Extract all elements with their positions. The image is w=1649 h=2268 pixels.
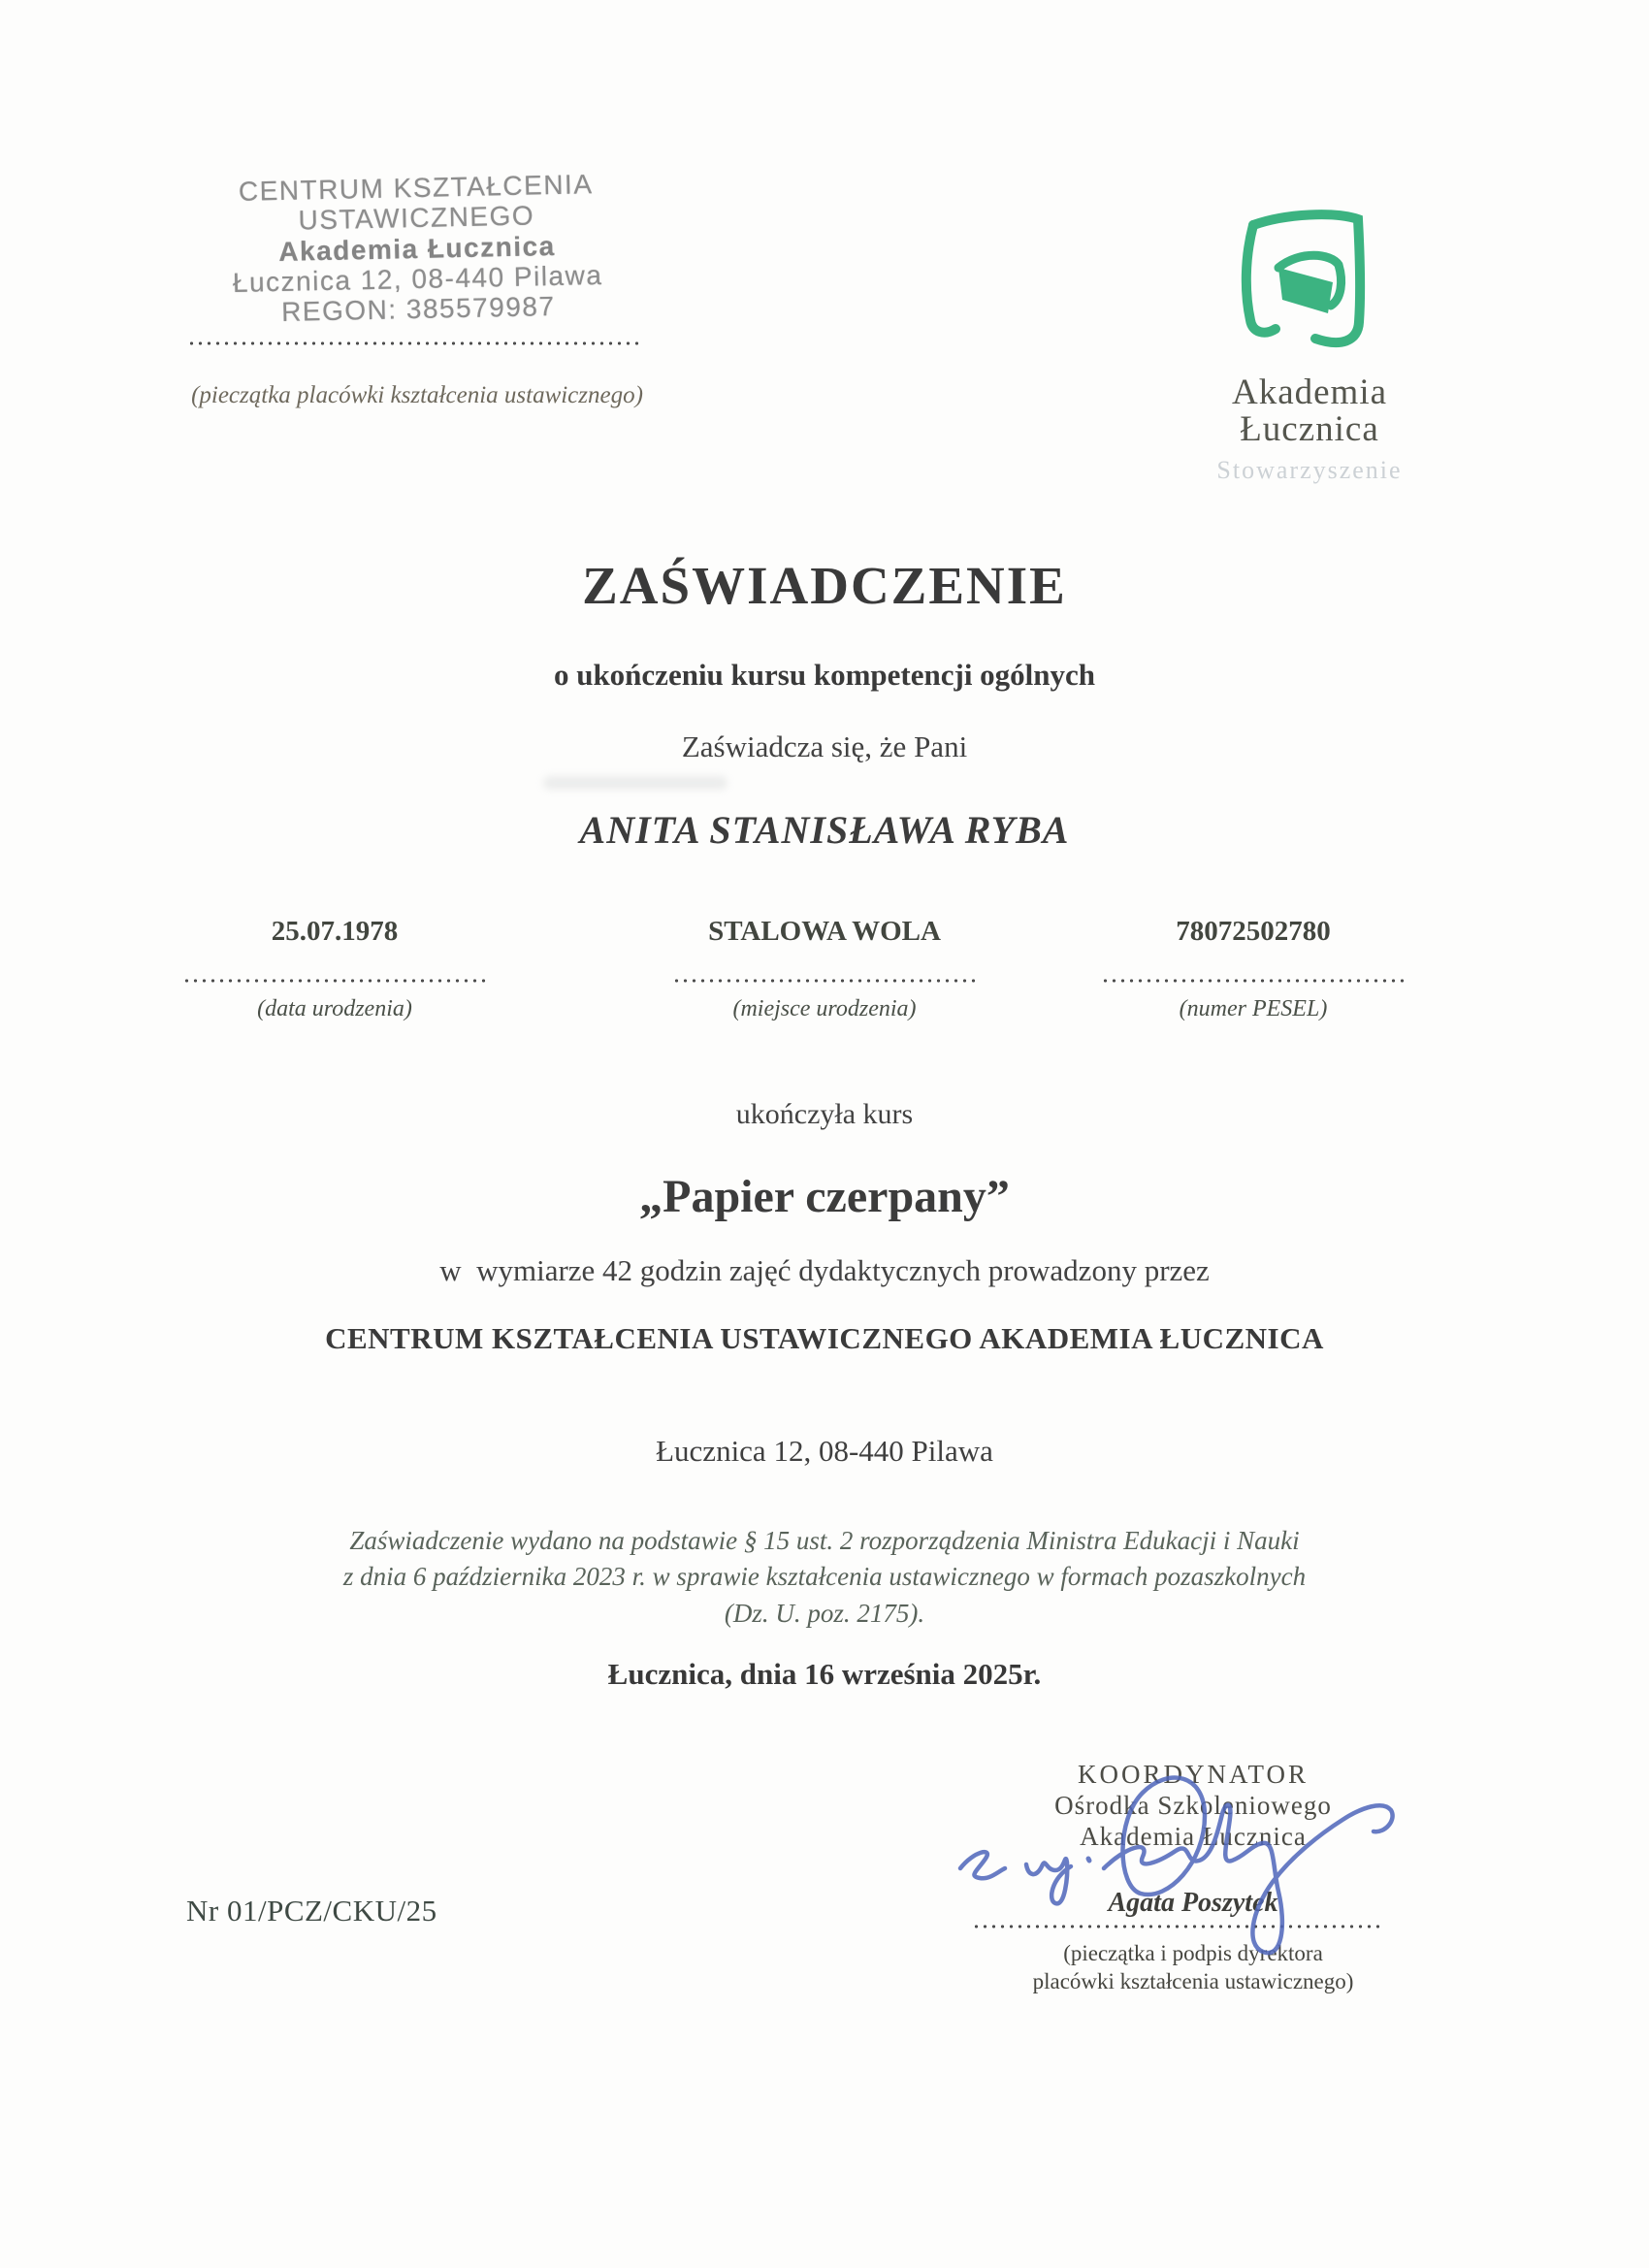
institution-stamp	[173, 168, 661, 330]
field-value: 25.07.1978	[271, 916, 399, 947]
field-label: (numer PESEL)	[1179, 996, 1328, 1021]
field-label: (miejsce urodzenia)	[732, 996, 917, 1021]
completion-lead: ukończyła kurs	[735, 1098, 914, 1130]
organizer-name: CENTRUM KSZTAŁCENIA USTAWICZNEGO AKADEMIA ŁUCZNICA	[325, 1321, 1324, 1355]
stamp-line: CENTRUM KSZTAŁCENIA	[238, 169, 594, 207]
caption-line: placówki kształcenia ustawicznego)	[1032, 1968, 1354, 1993]
course-name: „Papier czerpany”	[639, 1171, 1010, 1222]
dotted-line	[182, 979, 488, 983]
dotted-line	[187, 341, 641, 345]
field-birth-place	[650, 916, 999, 1022]
field-value: STALOWA WOLA	[708, 916, 941, 947]
scan-artifact	[543, 776, 728, 790]
handwritten-signature-icon	[931, 1754, 1455, 2021]
logo-name-line: Łucznica	[1240, 408, 1379, 449]
dotted-line	[672, 979, 978, 983]
dotted-line	[1101, 979, 1406, 983]
signer-name: Agata Poszytek	[1108, 1888, 1278, 1918]
organizer-address: Łucznica 12, 08-440 Pilawa	[656, 1434, 993, 1468]
stamp-line: Łucznica 12, 08-440 Pilawa	[232, 260, 603, 299]
caption-line: (pieczątka i podpis dyrektora	[1063, 1941, 1323, 1965]
logo-subtext: Stowarzyszenie	[1216, 456, 1403, 484]
legal-line: (Dz. U. poz. 2175).	[724, 1598, 925, 1628]
field-pesel	[1079, 916, 1428, 1022]
legal-line: z dnia 6 października 2023 r. w sprawie kształcenia ustawicznego w formach pozaszkolnych	[342, 1562, 1307, 1592]
course-details: w wymiarze 42 godzin zajęć dydaktycznych prowadzony przez	[439, 1253, 1210, 1287]
logo-mark-icon	[1230, 200, 1383, 372]
legal-line: Zaświadczenie wydano na podstawie § 15 ust. 2 rozporządzenia Ministra Edukacji i Nauki	[349, 1526, 1300, 1555]
document-subtitle: o ukończeniu kursu kompetencji ogólnych	[553, 658, 1096, 692]
field-label: (data urodzenia)	[257, 996, 412, 1021]
intro-line: Zaświadcza się, że Pani	[681, 729, 968, 763]
stamp-line: REGON: 385579987	[280, 291, 556, 328]
document-title: ZAŚWIADCZENIE	[582, 556, 1067, 615]
issue-place-date: Łucznica, dnia 16 września 2025r.	[607, 1657, 1042, 1691]
logo-name-line: Akademia	[1231, 373, 1388, 412]
stamp-line: USTAWICZNEGO	[298, 200, 535, 236]
recipient-name: ANITA STANISŁAWA RYBA	[579, 808, 1070, 852]
document-number: Nr 01/PCZ/CKU/25	[186, 1894, 437, 1928]
field-birth-date	[160, 916, 509, 1022]
role-line: Ośrodka Szkoleniowego	[1054, 1790, 1332, 1820]
legal-basis	[0, 1523, 1649, 1632]
field-value: 78072502780	[1176, 916, 1331, 947]
logo-wordmark	[1179, 374, 1440, 447]
role-line: KOORDYNATOR	[1077, 1760, 1310, 1789]
role-line: Akademia Łucznica	[1080, 1821, 1307, 1851]
stamp-caption: (pieczątka placówki kształcenia ustawicznego)	[191, 382, 643, 408]
stamp-line: Akademia Łucznica	[278, 230, 556, 267]
